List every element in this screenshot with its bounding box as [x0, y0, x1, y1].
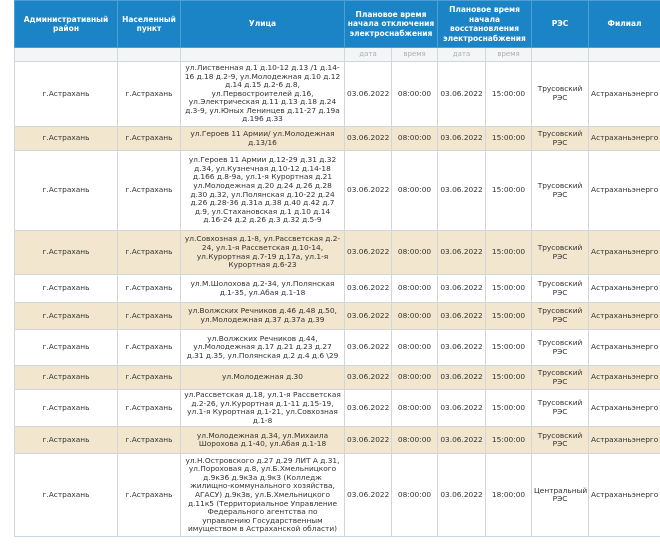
outage-date-cell: 03.06.2022 — [345, 390, 392, 427]
outage-table — [14, 0, 660, 537]
restore-date-cell: 03.06.2022 — [438, 231, 486, 275]
outage-time-cell: 08:00:00 — [392, 231, 438, 275]
branch-cell: Астраханьэнерго — [589, 231, 660, 275]
res-cell: Трусовский РЭС — [532, 275, 589, 303]
header-restore-start: Плановое время начала восстановления электроснабжения — [438, 1, 532, 48]
branch-cell: Астраханьэнерго — [589, 454, 660, 537]
district-cell: г.Астрахань — [15, 275, 118, 303]
restore-time-cell: 15:00:00 — [486, 275, 532, 303]
outage-date-cell: 03.06.2022 — [345, 151, 392, 231]
table-row — [15, 366, 660, 390]
outage-time-cell: 08:00:00 — [392, 390, 438, 427]
street-cell: ул.Н.Островского д.27 д.29 ЛИТ А д.31, ул.Пороховая д.8, ул.Б.Хмельницкого д.9к36 д.9к3а д.9к3 (Колледж жилищно-коммунального хозяйства, АГАСУ) д.9к3в, ул.Б.Хмельницкого д.11к5 (Территориальное Управление Федерального агентства по управлению Государственным имуществом в Астраханской области) — [181, 454, 345, 537]
restore-date-cell: 03.06.2022 — [438, 62, 486, 127]
res-cell: Трусовский РЭС — [532, 127, 589, 151]
settlement-cell: г.Астрахань — [118, 427, 181, 454]
header-branch: Филиал — [589, 1, 660, 48]
district-cell: г.Астрахань — [15, 62, 118, 127]
restore-time-cell: 18:00:00 — [486, 454, 532, 537]
outage-time-cell: 08:00:00 — [392, 151, 438, 231]
table-row — [15, 427, 660, 454]
restore-date-cell: 03.06.2022 — [438, 303, 486, 330]
outage-date-cell: 03.06.2022 — [345, 454, 392, 537]
outage-time-cell: 08:00:00 — [392, 366, 438, 390]
branch-cell: Астраханьэнерго — [589, 366, 660, 390]
settlement-cell: г.Астрахань — [118, 151, 181, 231]
district-cell: г.Астрахань — [15, 454, 118, 537]
res-cell: Трусовский РЭС — [532, 231, 589, 275]
subheader-blank — [589, 48, 660, 62]
outage-time-cell: 08:00:00 — [392, 303, 438, 330]
branch-cell: Астраханьэнерго — [589, 127, 660, 151]
header-outage-start: Плановое время начала отключения электроснабжения — [345, 1, 438, 48]
header-street: Улица — [181, 1, 345, 48]
res-cell: Центральный РЭС — [532, 454, 589, 537]
settlement-cell: г.Астрахань — [118, 127, 181, 151]
res-cell: Трусовский РЭС — [532, 303, 589, 330]
restore-time-cell: 15:00:00 — [486, 390, 532, 427]
district-cell: г.Астрахань — [15, 231, 118, 275]
header-row — [15, 1, 660, 48]
res-cell: Трусовский РЭС — [532, 62, 589, 127]
branch-cell: Астраханьэнерго — [589, 62, 660, 127]
subheader-row — [15, 48, 660, 62]
outage-date-cell: 03.06.2022 — [345, 231, 392, 275]
outage-time-cell: 08:00:00 — [392, 427, 438, 454]
table-row — [15, 390, 660, 427]
outage-date-cell: 03.06.2022 — [345, 275, 392, 303]
subheader-on-date: дата — [438, 48, 486, 62]
branch-cell: Астраханьэнерго — [589, 303, 660, 330]
settlement-cell: г.Астрахань — [118, 231, 181, 275]
subheader-on-time: время — [486, 48, 532, 62]
branch-cell: Астраханьэнерго — [589, 151, 660, 231]
outage-table-body — [15, 62, 660, 537]
restore-date-cell: 03.06.2022 — [438, 390, 486, 427]
settlement-cell: г.Астрахань — [118, 366, 181, 390]
district-cell: г.Астрахань — [15, 366, 118, 390]
subheader-blank — [532, 48, 589, 62]
restore-time-cell: 15:00:00 — [486, 303, 532, 330]
table-row — [15, 275, 660, 303]
street-cell: ул.Совхозная д.1-8, ул.Рассветская д.2-24, ул.1-я Рассветская д.10-14, ул.Курортная д.7-19 д.17а, ул.1-я Курортная д.6-23 — [181, 231, 345, 275]
table-row — [15, 127, 660, 151]
subheader-blank — [181, 48, 345, 62]
outage-date-cell: 03.06.2022 — [345, 366, 392, 390]
restore-time-cell: 15:00:00 — [486, 366, 532, 390]
district-cell: г.Астрахань — [15, 127, 118, 151]
restore-time-cell: 15:00:00 — [486, 151, 532, 231]
settlement-cell: г.Астрахань — [118, 330, 181, 366]
street-cell: ул.Молодежная д.30 — [181, 366, 345, 390]
street-cell: ул.М.Шолохова д.2-34, ул.Полянская д.1-35, ул.Абая д.1-18 — [181, 275, 345, 303]
restore-time-cell: 15:00:00 — [486, 330, 532, 366]
table-row — [15, 62, 660, 127]
restore-date-cell: 03.06.2022 — [438, 454, 486, 537]
district-cell: г.Астрахань — [15, 151, 118, 231]
street-cell: ул.Героев 11 Армии/ ул.Молодежная д.13/16 — [181, 127, 345, 151]
restore-time-cell: 15:00:00 — [486, 231, 532, 275]
street-cell: ул.Волжских Речников д.44, ул.Молодежная д.17 д.21 д.23 д.27 д.31 д.35, ул.Полянская д.2 д.4 д.6 \29 — [181, 330, 345, 366]
outage-date-cell: 03.06.2022 — [345, 303, 392, 330]
restore-date-cell: 03.06.2022 — [438, 366, 486, 390]
table-row — [15, 330, 660, 366]
outage-time-cell: 08:00:00 — [392, 454, 438, 537]
district-cell: г.Астрахань — [15, 390, 118, 427]
res-cell: Трусовский РЭС — [532, 366, 589, 390]
branch-cell: Астраханьэнерго — [589, 390, 660, 427]
table-row — [15, 231, 660, 275]
outage-date-cell: 03.06.2022 — [345, 427, 392, 454]
branch-cell: Астраханьэнерго — [589, 275, 660, 303]
subheader-blank — [15, 48, 118, 62]
settlement-cell: г.Астрахань — [118, 303, 181, 330]
restore-date-cell: 03.06.2022 — [438, 427, 486, 454]
table-row — [15, 303, 660, 330]
header-settlement: Населенный пункт — [118, 1, 181, 48]
res-cell: Трусовский РЭС — [532, 151, 589, 231]
settlement-cell: г.Астрахань — [118, 390, 181, 427]
subheader-blank — [118, 48, 181, 62]
settlement-cell: г.Астрахань — [118, 454, 181, 537]
header-district: Административный район — [15, 1, 118, 48]
street-cell: ул.Молодежная д.34, ул.Михаила Шорохова д.1-40, ул.Абая д.1-18 — [181, 427, 345, 454]
district-cell: г.Астрахань — [15, 427, 118, 454]
outage-date-cell: 03.06.2022 — [345, 62, 392, 127]
res-cell: Трусовский РЭС — [532, 390, 589, 427]
subheader-off-date: дата — [345, 48, 392, 62]
restore-time-cell: 15:00:00 — [486, 127, 532, 151]
branch-cell: Астраханьэнерго — [589, 427, 660, 454]
res-cell: Трусовский РЭС — [532, 427, 589, 454]
street-cell: ул.Лиственная д.1 д.10-12 д.13 /1 д.14-16 д.18 д.2-9, ул.Молодежная д.10 д.12 д.14 д.15 д.2-6 д.8, ул.Первостроителей д.16, ул.Электрическая д.11 д.13 д.18 д.24 д.3-9, ул.Юных Ленинцев д.11-27 д.19а д.196 д.33 — [181, 62, 345, 127]
outage-date-cell: 03.06.2022 — [345, 330, 392, 366]
outage-time-cell: 08:00:00 — [392, 275, 438, 303]
street-cell: ул.Героев 11 Армии д.12-29 д.31 д.32 д.34, ул.Кузнечная д.10-12 д.14-18 д.166 д.8-9а, ул.1-я Курортная д.21 ул.Молодежная д.20 д.24 д.26 д.28 д.30 д.32, ул.Полянская д.10-22 д.24 д.26 д.28-36 д.31а д.38 д.40 д.42 д.7 д.9, ул.Стахановская д.1 д.10 д.14 д.16-24 д.2 д.26 д.3 д.32 д.5-9 — [181, 151, 345, 231]
res-cell: Трусовский РЭС — [532, 330, 589, 366]
outage-date-cell: 03.06.2022 — [345, 127, 392, 151]
branch-cell: Астраханьэнерго — [589, 330, 660, 366]
restore-time-cell: 15:00:00 — [486, 427, 532, 454]
district-cell: г.Астрахань — [15, 330, 118, 366]
table-row — [15, 454, 660, 537]
settlement-cell: г.Астрахань — [118, 275, 181, 303]
outage-table-container — [14, 0, 660, 537]
restore-date-cell: 03.06.2022 — [438, 151, 486, 231]
subheader-off-time: время — [392, 48, 438, 62]
settlement-cell: г.Астрахань — [118, 62, 181, 127]
district-cell: г.Астрахань — [15, 303, 118, 330]
outage-time-cell: 08:00:00 — [392, 330, 438, 366]
header-res: РЭС — [532, 1, 589, 48]
street-cell: ул.Рассветская д.18, ул.1-я Рассветская д.2-26, ул.Курортная д.1-11 д.15-19, ул.1-я Курортная д.1-21, ул.Совхозная д.1-8 — [181, 390, 345, 427]
outage-time-cell: 08:00:00 — [392, 127, 438, 151]
restore-date-cell: 03.06.2022 — [438, 127, 486, 151]
table-row — [15, 151, 660, 231]
restore-date-cell: 03.06.2022 — [438, 275, 486, 303]
street-cell: ул.Волжских Речников д.46 д.48 д.50, ул.Молодежная д.37 д.37а д.39 — [181, 303, 345, 330]
restore-time-cell: 15:00:00 — [486, 62, 532, 127]
outage-time-cell: 08:00:00 — [392, 62, 438, 127]
restore-date-cell: 03.06.2022 — [438, 330, 486, 366]
